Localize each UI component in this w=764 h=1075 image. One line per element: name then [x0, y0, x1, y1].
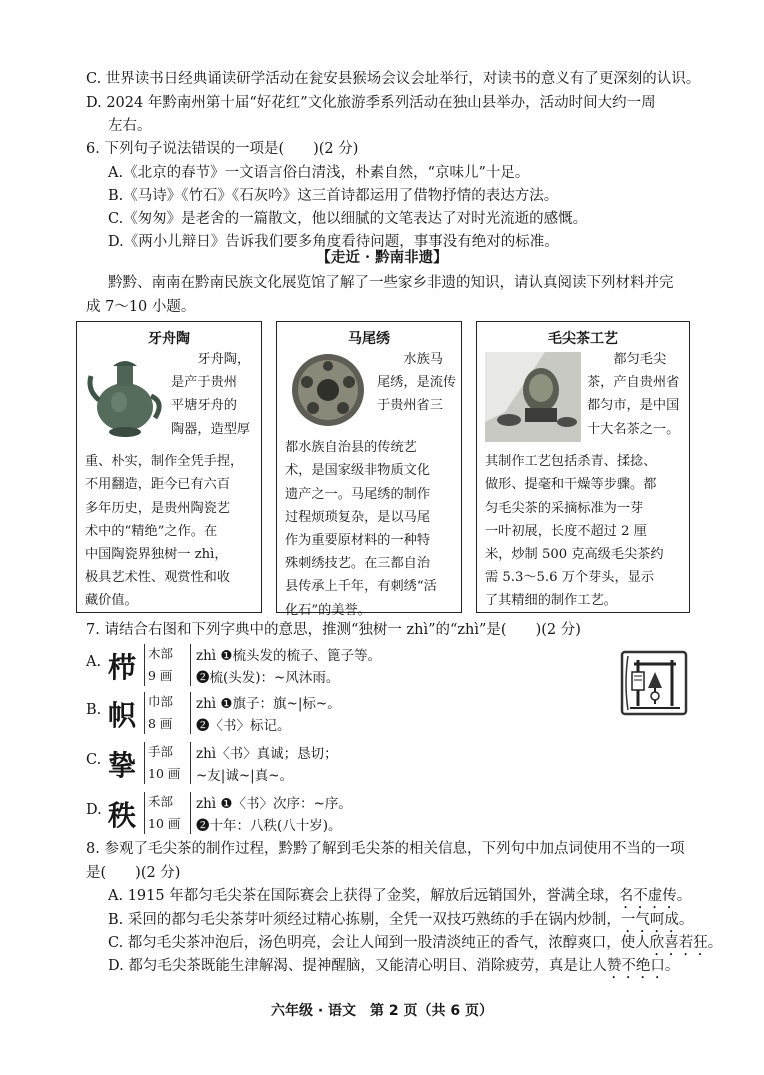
card-line: 都匀市，是中国: [587, 398, 680, 414]
option-text: D. 都匀毛尖茶既能生津解渴、提神醒脑，又能清心明目、消除疲劳，真是让人: [108, 958, 607, 974]
card-yazhou-pottery: [76, 321, 262, 613]
option-text: A. 1915 年都匀毛尖茶在国际赛会上获得了金奖，解放后远销国外，誉满全球，: [108, 888, 619, 904]
definition: zhì〈书〉真诚；恳切；: [196, 746, 338, 762]
card-line: 术，是国家级非物质文化: [285, 463, 431, 479]
stroke-count: 8 画: [148, 716, 173, 731]
card-line: 都匀毛尖: [613, 352, 667, 367]
dictionary-character: 秩: [108, 799, 137, 832]
q6-option-b: B.《马诗》《竹石》《石灰吟》这三首诗都运用了借物抒情的表达方法。: [108, 188, 559, 204]
definition: ❷〈书〉标记。: [196, 718, 291, 734]
q7-option-a: [86, 642, 526, 688]
definition: ~友|诚~|真~。: [196, 768, 294, 784]
card-line: 过程烦琐复杂，是以马尾: [285, 509, 431, 525]
q8-option-d: [108, 955, 724, 982]
card-maojian-tea: [476, 321, 690, 613]
dotted-idiom: 一气呵成: [620, 912, 679, 928]
dictionary-character: 栉: [108, 651, 137, 684]
page-footer: 六年级 · 语文 第 2 页（共 6 页）: [270, 1003, 494, 1019]
card-line: 不用翻造，距今已有六百: [85, 477, 231, 493]
card-line: 于贵州省三: [377, 398, 443, 414]
stroke-count: 9 画: [148, 668, 173, 683]
card-line: 陶器，造型厚: [171, 421, 251, 437]
card-line: 殊刺绣技艺。在三都自治: [285, 556, 431, 572]
card-line: 多年历史，是贵州陶瓷艺: [85, 500, 231, 516]
card-line: 重、朴实，制作全凭手捏，: [85, 454, 244, 470]
pottery-teapot-image: [85, 352, 165, 450]
flag-stand-illustration: [620, 648, 690, 722]
card-line: 一叶初展，长度不超过 2 厘: [485, 523, 647, 539]
q7-option-b: [86, 690, 526, 736]
radical: 木部: [148, 646, 174, 661]
q8-stem-line1: 8. 参观了毛尖茶的制作过程，黔黔了解到毛尖茶的相关信息，下列句中加点词使用不当的一项: [86, 841, 685, 857]
q6-option-a: A.《北京的春节》一文语言俗白清浅，朴素自然，“京味儿”十足。: [108, 165, 530, 181]
option-label: D.: [86, 802, 102, 818]
tea-image: [485, 352, 581, 450]
divider: [144, 644, 145, 686]
card-line: 作为重要原材料的一种特: [285, 533, 431, 549]
radical: 禾部: [148, 794, 174, 809]
embroidery-image: [285, 352, 371, 436]
divider: [144, 792, 145, 834]
option-text: C. 都匀毛尖茶冲泡后，汤色明亮，会让人闻到一股清淡纯正的香气，浓醇爽口，使人: [108, 935, 650, 951]
option-punct: 。: [678, 912, 694, 928]
q7-option-c: [86, 740, 526, 786]
q5-option-c: C. 世界读书日经典诵读研学活动在瓮安县猴场会议会址举行，对读书的意义有了更深刻的认识。: [86, 71, 701, 87]
card-line: 需 5.3～5.6 万个芽头，显示: [485, 570, 655, 586]
definition: zhì ❶梳头发的梳子、篦子等。: [196, 648, 382, 664]
divider: [144, 692, 145, 734]
q6-option-d: D.《两小儿辩日》告诉我们要多角度看待问题，事事没有绝对的标准。: [108, 234, 559, 250]
card-line: 是产于贵州: [171, 375, 237, 391]
card-line: 匀毛尖茶的采摘标准为一芽: [485, 500, 644, 516]
option-label: A.: [86, 654, 102, 670]
card-title: 毛尖茶工艺: [548, 331, 618, 347]
divider: [190, 742, 191, 784]
card-horsetail-embroidery: [276, 321, 462, 618]
card-line: 茶，产自贵州省: [587, 375, 680, 391]
dotted-idiom: 名不虚传: [618, 888, 677, 904]
option-punct: 。: [676, 888, 692, 904]
option-punct: 。: [707, 935, 723, 951]
divider: [190, 692, 191, 734]
card-line: 遗产之一。马尾绣的制作: [285, 486, 431, 502]
q5-option-d-line1: D. 2024 年黔南州第十届“好花红”文化旅游季系列活动在独山县举办，活动时间大约一周: [86, 95, 656, 111]
divider: [190, 792, 191, 834]
definition: ❷十年：八秩(八十岁)。: [196, 818, 342, 834]
card-line: 米，炒制 500 克高级毛尖茶约: [485, 547, 664, 563]
section-intro-line2: 成 7～10 小题。: [86, 299, 196, 315]
divider: [144, 742, 145, 784]
card-line: 术中的“精绝”之作。在: [85, 523, 218, 539]
card-line: 都水族自治县的传统艺: [285, 440, 417, 456]
card-line: 尾绣，是流传: [377, 375, 457, 391]
definition: zhì ❶旗子：旗~|标~。: [196, 696, 341, 712]
q8-stem-line2: 是( )(2 分): [86, 865, 181, 881]
radical: 手部: [148, 744, 174, 759]
section-title: 【走近 · 黔南非遗】: [316, 249, 448, 266]
card-title: 牙舟陶: [148, 331, 190, 347]
q6-option-c: C.《匆匆》是老舍的一篇散文，他以细腻的文笔表达了对时光流逝的感慨。: [108, 211, 588, 227]
q6-stem: 6. 下列句子说法错误的一项是( )(2 分): [86, 141, 359, 157]
card-line: 化石”的美誉。: [285, 602, 371, 618]
section-intro-line1: 黔黔、南南在黔南民族文化展览馆了解了一些家乡非遗的知识，请认真阅读下列材料并完: [108, 275, 674, 291]
card-line: 县传承上千年，有刺绣“活: [285, 579, 437, 595]
card-line: 做形、提毫和干燥等步骤。都: [485, 477, 657, 493]
card-line: 牙舟陶，: [197, 352, 251, 367]
card-title: 马尾绣: [348, 331, 390, 347]
q5-option-d-line2: 左右。: [108, 118, 152, 134]
dotted-idiom: 欣喜若狂: [649, 935, 708, 951]
card-line: 十大名茶之一。: [587, 421, 680, 437]
divider: [190, 644, 191, 686]
card-line: 水族马: [403, 352, 443, 367]
stroke-count: 10 画: [148, 816, 181, 831]
q8-option-a: [108, 885, 724, 912]
card-line: 中国陶瓷界独树一 zhì，: [85, 547, 228, 563]
radical: 巾部: [148, 694, 174, 709]
dictionary-character: 挚: [108, 749, 137, 782]
dotted-idiom: 赞不绝口: [606, 958, 665, 974]
card-line: 平塘牙舟的: [171, 398, 237, 414]
card-line: 藏价值。: [85, 593, 138, 609]
card-line: 其制作工艺包括杀青、揉捻、: [485, 454, 657, 470]
q7-stem: 7. 请结合右图和下列字典中的意思，推测“独树一 zhì”的“zhì”是( )(2 分): [86, 622, 581, 638]
dictionary-character: 帜: [108, 699, 137, 732]
option-text: B. 采回的都匀毛尖茶芽叶须经过精心拣剔，全凭一双技巧熟练的手在锅内炒制，: [108, 912, 621, 928]
option-label: B.: [86, 702, 102, 718]
option-label: C.: [86, 752, 102, 768]
q7-option-d: [86, 790, 526, 836]
definition: zhì ❶〈书〉次序：~序。: [196, 796, 352, 812]
option-punct: 。: [664, 958, 680, 974]
stroke-count: 10 画: [148, 766, 181, 781]
card-line: 了其精细的制作工艺。: [485, 593, 617, 609]
definition: ❷梳(头发)：~风沐雨。: [196, 670, 340, 686]
card-line: 极具艺术性、观赏性和收: [85, 570, 231, 586]
